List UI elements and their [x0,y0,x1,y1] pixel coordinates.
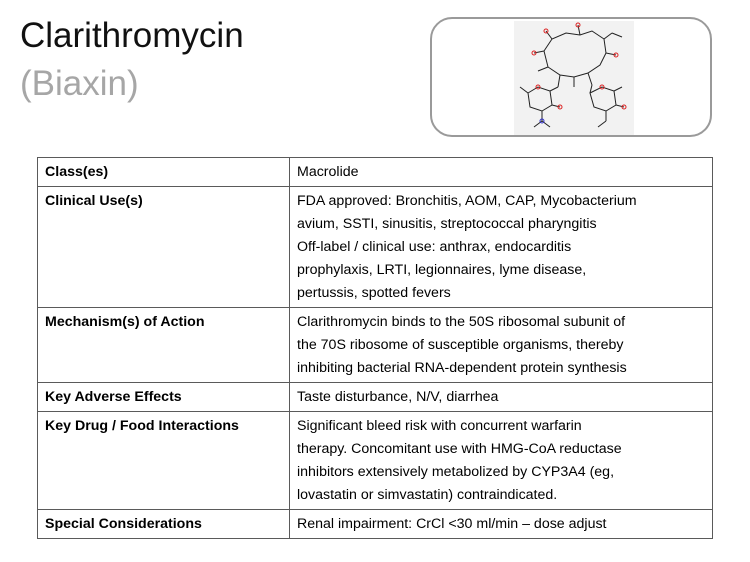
drug-info-table [37,157,713,539]
table-row [38,158,713,187]
row-value-line: avium, SSTI, sinusitis, streptococcal pharyngitis [297,216,597,232]
row-value-line: FDA approved: Bronchitis, AOM, CAP, Mycobacterium [297,193,637,209]
row-label: Key Drug / Food Interactions [38,412,290,510]
row-value-line: Macrolide [297,164,359,180]
row-value-line: prophylaxis, LRTI, legionnaires, lyme disease, [297,262,587,278]
row-label: Key Adverse Effects [38,383,290,412]
row-value-line: Taste disturbance, N/V, diarrhea [297,389,499,405]
row-value-line: pertussis, spotted fevers [297,285,451,301]
row-value [290,158,713,187]
row-label: Special Considerations [38,510,290,539]
row-value-line: Significant bleed risk with concurrent warfarin [297,418,582,434]
row-value-line: the 70S ribosome of susceptible organisms, thereby [297,337,624,353]
row-value [290,308,713,383]
row-value [290,412,713,510]
row-value-line: Renal impairment: CrCl <30 ml/min – dose adjust [297,516,607,532]
row-value-line: inhibiting bacterial RNA-dependent protein synthesis [297,360,627,376]
table-row [38,412,713,510]
row-label: Class(es) [38,158,290,187]
page-subtitle: (Biaxin) [20,64,139,103]
row-value-line: therapy. Concomitant use with HMG-CoA reductase [297,441,622,457]
row-value-line: Off-label / clinical use: anthrax, endocarditis [297,239,572,255]
table-row [38,187,713,308]
molecule-structure-image [514,21,634,135]
row-value [290,510,713,539]
row-value-line: Clarithromycin binds to the 50S ribosomal subunit of [297,314,626,330]
row-value-line: lovastatin or simvastatin) contraindicated. [297,487,558,503]
structure-image-frame [430,17,712,137]
row-value [290,383,713,412]
table-row [38,383,713,412]
row-value [290,187,713,308]
page-title: Clarithromycin [20,16,244,55]
row-value-line: inhibitors extensively metabolized by CYP3A4 (eg, [297,464,615,480]
row-label: Clinical Use(s) [38,187,290,308]
table-row [38,308,713,383]
row-label: Mechanism(s) of Action [38,308,290,383]
table-row [38,510,713,539]
